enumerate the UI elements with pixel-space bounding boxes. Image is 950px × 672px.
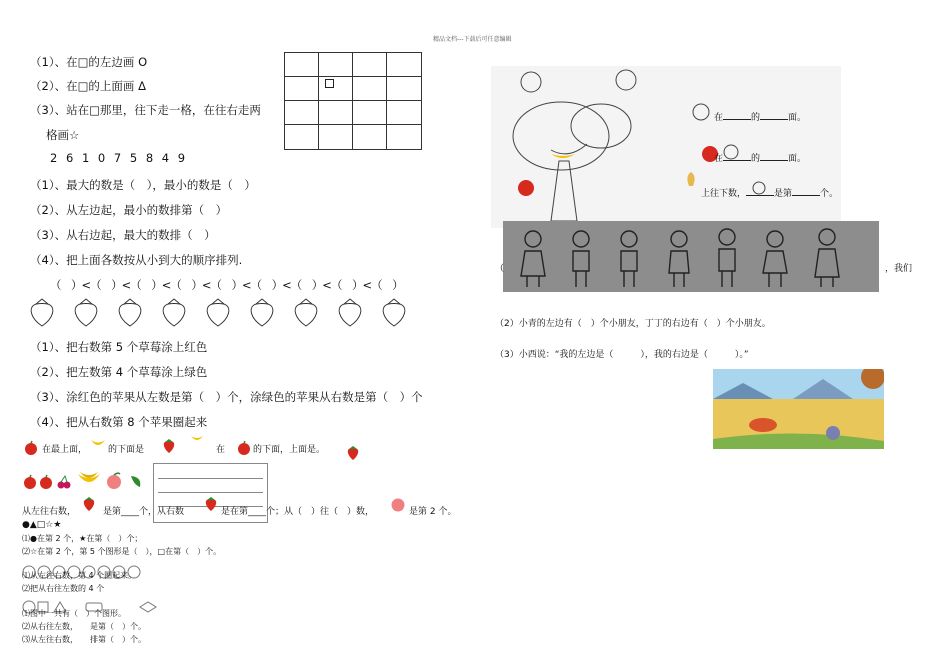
strawberry-icon [202, 296, 234, 328]
children-question-1-start: （ [495, 264, 505, 274]
apple-icon [236, 440, 252, 456]
strawberry-icon [246, 296, 278, 328]
fruit-line-part-1: 在最上面， [42, 445, 88, 455]
strawberry-question-2: （2）、把左数第 4 个草莓涂上绿色 [30, 365, 208, 379]
strawberry-icon [158, 296, 190, 328]
page-header: 精品文档---下载后可任意编辑 [433, 36, 512, 43]
circle-question-2: ⑵把从右往左数的 4 个 [22, 584, 105, 593]
strawberry-icon [334, 296, 366, 328]
strawberry-icon [290, 296, 322, 328]
grid-question-2: （2）、在□的上面画 Δ [30, 79, 146, 93]
children-lineup-picture [503, 221, 879, 292]
children-question-2: （2）小青的左边有（ ）个小朋友，丁丁的右边有（ ）个小朋友。 [495, 319, 771, 329]
picture-question-1: 在 的 面。 [714, 113, 807, 123]
fruit-line-part-2: 的下面是 [108, 445, 145, 455]
number-question-3: （3）、从右边起，最大的数排（ ） [30, 228, 216, 242]
shapes-row: ●▲□☆★ [22, 520, 62, 530]
outline-question-1: ⑴图中一共有（ ）个图形。 [22, 609, 126, 618]
strawberry-icon [378, 296, 410, 328]
strawberry-red-icon [162, 438, 176, 454]
apple-icon [22, 474, 38, 490]
outline-question-3: ⑶从左往右数， 排第（ ）个。 [22, 635, 146, 644]
picture-question-3: 上往下数， 是第 个。 [701, 189, 839, 199]
strawberry-question-4: （4）、把从右数第 8 个苹果圈起来 [30, 415, 208, 429]
fruit-line-part-4: 的下面，上面是。 [253, 445, 326, 455]
count-line-part-2: 是第____个，从右数 [103, 507, 185, 517]
circle-question-1: ⑴从左往右数，第 4 个圈起来。 [22, 571, 137, 580]
shape-question-1: ⑴●在第 2 个，★在第（ ）个； [22, 534, 143, 543]
grid-question-3: （3）、站在□那里，往下走一格，在往右走两 [30, 103, 261, 117]
picture-question-2: 在 的 面。 [714, 154, 807, 164]
grid-square-icon [325, 79, 334, 88]
cherry-icon [56, 474, 72, 490]
pepper-icon [128, 473, 144, 489]
strawberry-question-1: （1）、把右数第 5 个草莓涂上红色 [30, 340, 208, 354]
count-line-part-1: 从左往右数， [22, 507, 77, 517]
strawberry-question-3: （3）、涂红色的苹果从左数是第（ ）个，涂绿色的苹果从右数是第（ ）个 [30, 390, 423, 404]
strawberry-red-icon [346, 445, 360, 461]
peach-icon [390, 496, 406, 512]
field-scene-illustration [713, 369, 884, 449]
count-line-part-3: 是在第____个；从（ ）往（ ）数， [221, 507, 375, 517]
fruit-line-part-3: 在 [216, 445, 226, 455]
banana-bunch-icon [76, 470, 102, 490]
number-row: 2 6 1 0 7 5 8 4 9 [50, 151, 186, 165]
position-picture [491, 66, 841, 228]
shape-question-2: ⑵☆在第 2 个，第 5 个图形是（ ），□在第（ ）个。 [22, 547, 222, 556]
tree-scene-illustration [491, 66, 841, 228]
grid-question-1: （1）、在□的左边画 O [30, 55, 148, 69]
banana-icon [90, 438, 106, 450]
strawberry-icon [114, 296, 146, 328]
apple-icon [38, 474, 54, 490]
peach-icon [106, 472, 122, 490]
strawberry-icon [70, 296, 102, 328]
banana-icon [190, 434, 204, 444]
children-question-3: （3）小西说：“我的左边是（ ），我的右边是（ ）。” [495, 350, 749, 360]
grid-question-3-cont: 格画☆ [46, 128, 80, 142]
apple-icon [23, 440, 39, 456]
strawberry-icon [26, 296, 58, 328]
grid-table [284, 52, 422, 150]
children-question-1-end: ，我们 [885, 264, 913, 274]
order-row: （ ）<（ ）<（ ）<（ ）<（ ）<（ ）<（ ）<（ ）<（ ） [50, 278, 403, 292]
strawberry-red-icon [204, 496, 218, 512]
children-illustration [503, 221, 879, 292]
cartoon-field-picture [713, 369, 884, 449]
number-question-1: （1）、最大的数是（ ），最小的数是（ ） [30, 178, 256, 192]
count-line-part-4: 是第 2 个。 [409, 507, 457, 517]
number-question-4: （4）、把上面各数按从小到大的顺序排列. [30, 253, 243, 267]
number-question-2: （2）、从左边起，最小的数排第（ ） [30, 203, 228, 217]
strawberry-red-icon [82, 496, 96, 512]
outline-question-2: ⑵从右往左数， 是第（ ）个。 [22, 622, 146, 631]
